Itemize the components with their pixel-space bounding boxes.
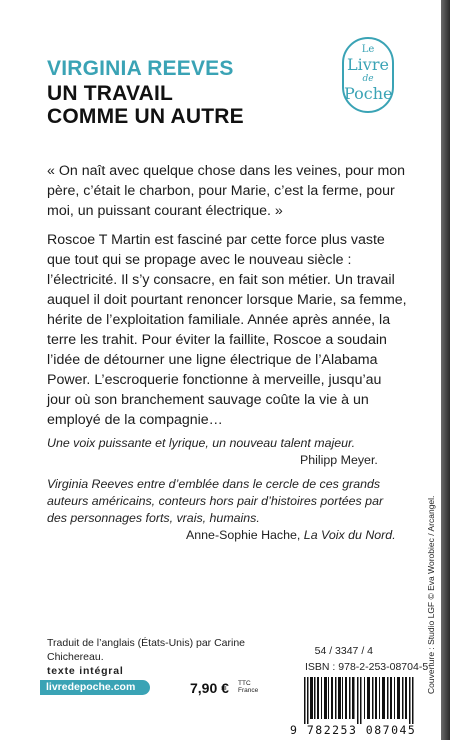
book-summary: Roscoe T Martin est fasciné par cette force plus vaste que tout qui se propage avec le nouveau siècle : l’électricité. Il s’y consacre, en fait son métier. Un travail auquel il doit pourtant renoncer lorsque Marie, sa femme, hérite de l’exploitation familiale. Année après année, la terre les trahit. Pour éviter la faillite, Roscoe a soudain l’idée de détourner une ligne électrique de l’Alabama Power. L’escroquerie fonctionne à merveille, jusqu’au jour où son branchement sauvage coûte la vie à un employé de la compagnie… — [47, 232, 407, 428]
author-name: VIRGINIA REEVES — [47, 57, 234, 80]
praise-source-1: Philipp Meyer. — [300, 453, 378, 467]
price-country: France — [238, 687, 259, 694]
website-link[interactable]: livredepoche.com — [40, 680, 150, 695]
cover-photo-credit: Couverture : Studio LGF © Eva Worobiec / Arcangel. — [426, 495, 436, 694]
price: 7,90 € — [190, 680, 229, 696]
praise-source-2-publication: La Voix du Nord. — [303, 528, 396, 542]
logo-text-poche: Poche — [344, 84, 393, 103]
logo-text-livre: Livre — [347, 55, 389, 74]
book-title-line-1: UN TRAVAIL — [47, 82, 174, 105]
opening-quote: « On naît avec quelque chose dans les veines, pour mon père, c’était le charbon, pour Marie, c’est la ferme, pour moi, un puissant courant électrique. » — [47, 163, 406, 219]
book-title-line-2: COMME UN AUTRE — [47, 105, 244, 128]
barcode-number: 9 782253 087045 — [290, 723, 417, 737]
translator-credit: Traduit de l’anglais (États-Unis) par Carine Chichereau. — [47, 637, 246, 663]
praise-quote-1: Une voix puissante et lyrique, un nouveau talent majeur. — [47, 436, 356, 450]
logo-text-le: Le — [361, 44, 375, 55]
praise-source-2-name: Anne-Sophie Hache, — [186, 528, 304, 542]
isbn: ISBN : 978-2-253-08704-5 — [305, 661, 429, 673]
livre-de-poche-logo — [342, 37, 394, 113]
texte-integral-label: texte intégral — [47, 665, 124, 677]
reference-number: 54 / 3347 / 4 — [314, 645, 373, 657]
price-tax-note — [238, 680, 258, 694]
barcode-graphic — [304, 677, 416, 724]
price-ttc: TTC — [238, 680, 251, 687]
praise-source-2 — [186, 527, 396, 544]
spine-edge — [441, 0, 450, 740]
logo-text-de: de — [362, 74, 374, 84]
praise-quote-2: Virginia Reeves entre d’emblée dans le cercle de ces grands auteurs américains, conteurs hors pair d’histoires portées par des personnages forts, vrais, humains. — [47, 477, 384, 525]
